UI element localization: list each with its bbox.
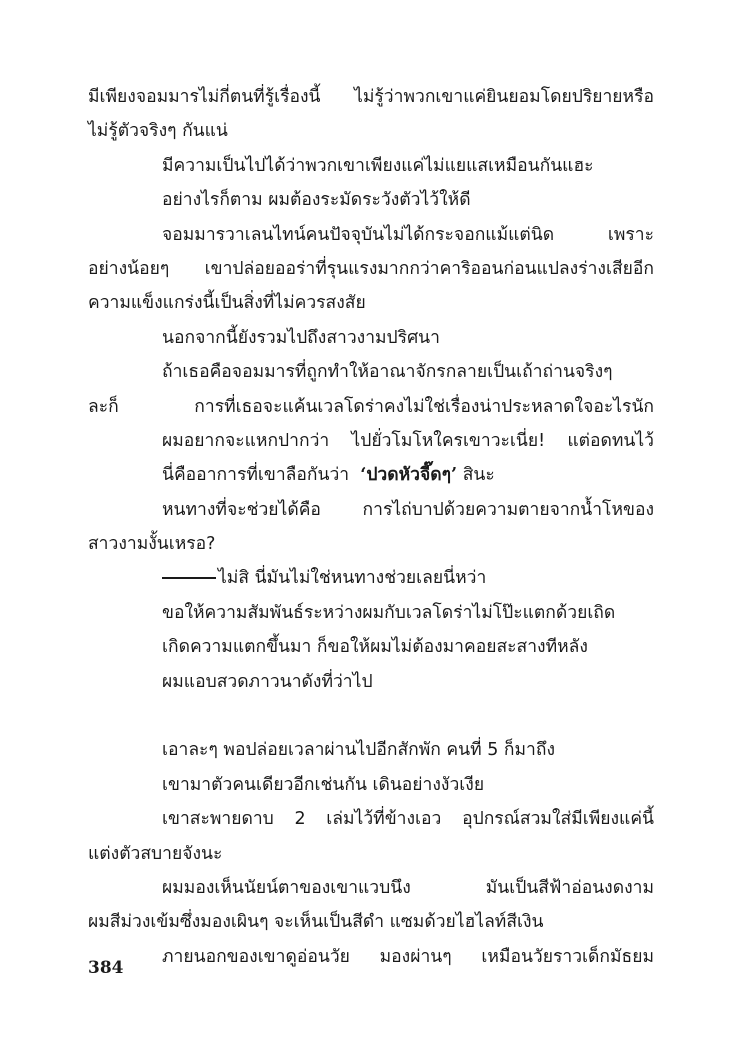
text-segment: นี่คืออาการที่เขาลือกันว่า [162,465,350,486]
text-line: ไม่รู้ตัวจริงๆ กันแน่ [88,121,228,142]
text-line: ผมสีม่วงเข้มซึ่งมองเผินๆ จะเห็นเป็นสีดำ แซมด้วยไฮไลท์สีเงิน [88,912,544,933]
text-line: หนทางที่จะช่วยได้คือ การไถ่บาปด้วยความตายจากน้ำโหของ [162,499,654,520]
text-line: นอกจากนี้ยังรวมไปถึงสาวงามปริศนา [162,327,440,348]
body-text [88,80,654,974]
text-segment: ไม่สิ นี่มันไม่ใช่หนทางช่วยเลยนี่หว่า [218,568,487,589]
em-dash-rule [162,577,216,579]
scene-break [88,699,654,733]
text-line: ถ้าเธอคือจอมมารที่ถูกทำให้อาณาจักรกลายเป็นเถ้าถ่านจริงๆ [162,362,613,383]
text-line: มีความเป็นไปได้ว่าพวกเขาเพียงแค่ไม่แยแสเหมือนกันแฮะ [162,155,594,176]
text-line-mixed [88,458,654,492]
text-line: เขาสะพายดาบ 2 เล่มไว้ที่ข้างเอว อุปกรณ์สวมใส่มีเพียงแค่นี้ [162,809,654,830]
text-line: เอาละๆ พอปล่อยเวลาผ่านไปอีกสักพัก คนที่ 5 ก็มาถึง [162,740,555,761]
text-line: ความแข็งแกร่งนี้เป็นสิ่งที่ไม่ควรสงสัย [88,293,366,314]
text-line: ผมแอบสวดภาวนาดังที่ว่าไป [162,671,373,692]
text-line: จอมมารวาเลนไทน์คนปัจจุบันไม่ได้กระจอกแม้แต่นิด เพราะ [162,224,654,245]
text-line: ผมอยากจะแหกปากว่า ไปยั่วโมโหใครเขาวะเนี่ย! แต่อดทนไว้ [162,430,654,451]
text-line: เกิดความแตกขึ้นมา ก็ขอให้ผมไม่ต้องมาคอยสะสางทีหลัง [162,637,588,658]
text-line: ละก็ การที่เธอจะแค้นเวลโดร่าคงไม่ใช่เรื่องน่าประหลาดใจอะไรนัก [88,396,654,417]
text-line-with-dash [88,561,654,595]
text-segment: สินะ [462,465,495,486]
text-line: ขอให้ความสัมพันธ์ระหว่างผมกับเวลโดร่าไม่โป๊ะแตกด้วยเถิด [162,602,616,623]
page-number: 384 [88,958,124,978]
text-line: ผมมองเห็นนัยน์ตาของเขาแวบนึง มันเป็นสีฟ้าอ่อนงดงาม [162,877,654,898]
text-line: แต่งตัวสบายจังนะ [88,843,223,864]
text-line: อย่างไรก็ตาม ผมต้องระมัดระวังตัวไว้ให้ดี [162,190,471,211]
text-line: เขามาตัวคนเดียวอีกเช่นกัน เดินอย่างงัวเงีย [162,774,485,795]
text-line: มีเพียงจอมมารไม่กี่ตนที่รู้เรื่องนี้ ไม่รู้ว่าพวกเขาแค่ยินยอมโดยปริยายหรือ [88,87,654,107]
emphasis-phrase: ‘ปวดหัวจี๊ดๆ’ [360,465,458,486]
text-line: อย่างน้อยๆ เขาปล่อยออร่าที่รุนแรงมากกว่าคาริออนก่อนแปลงร่างเสียอีก [88,258,654,279]
text-line: สาวงามงั้นเหรอ? [88,534,216,555]
text-line: ภายนอกของเขาดูอ่อนวัย มองผ่านๆ เหมือนวัยราวเด็กมัธยม [162,946,654,967]
